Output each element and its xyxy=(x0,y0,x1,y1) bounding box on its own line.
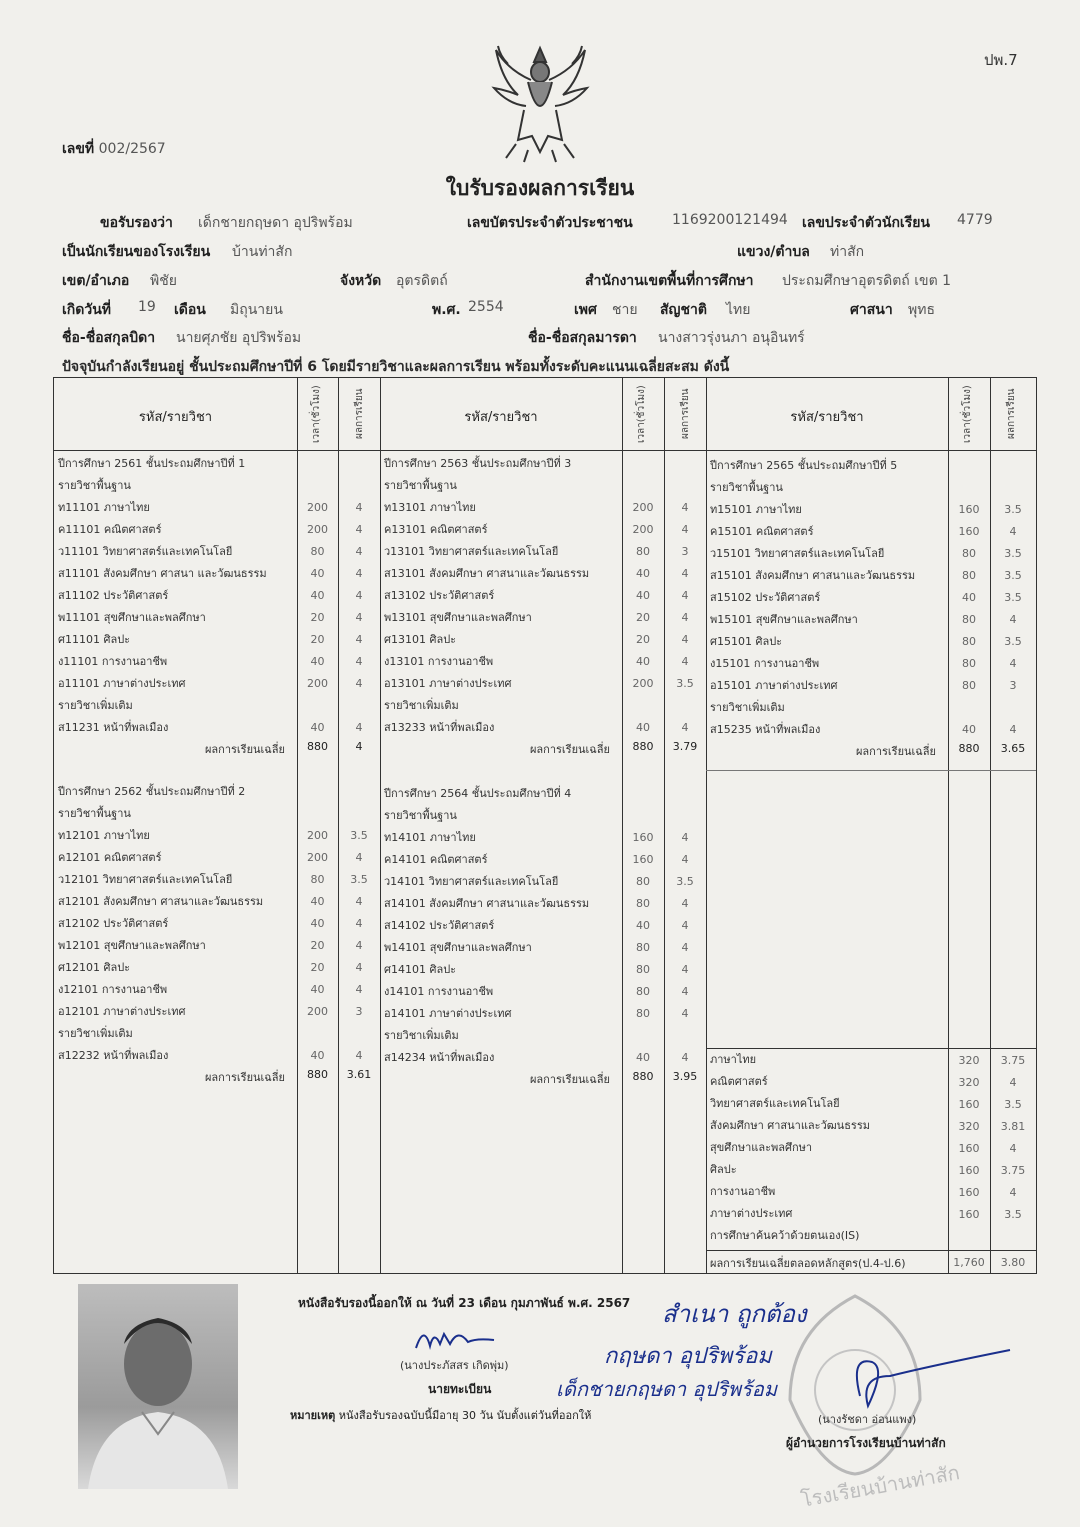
grade-cell: 4 xyxy=(355,501,363,514)
hours-cell: 80 xyxy=(962,569,976,582)
subject-cell: ค12101 คณิตศาสตร์ xyxy=(58,851,162,864)
grade-cell: 4 xyxy=(681,985,689,998)
hours-cell: 40 xyxy=(310,655,325,668)
grade-cell: 4 xyxy=(681,853,689,866)
subject-cell: ส15235 หน้าที่พลเมือง xyxy=(710,723,821,736)
hours-cell: 40 xyxy=(636,1051,650,1064)
summary-hours: 160 xyxy=(958,1142,980,1155)
average-grade: 3.79 xyxy=(672,740,698,753)
grade-cell: 4 xyxy=(355,589,363,602)
grade-cell: 4 xyxy=(1009,613,1017,626)
hours-cell: 200 xyxy=(632,523,654,536)
grade-cell: 4 xyxy=(355,523,363,536)
hours-cell: 40 xyxy=(310,895,325,908)
hours-cell: 40 xyxy=(310,589,325,602)
grade-cell: 4 xyxy=(681,831,689,844)
grade-cell: 4 xyxy=(355,961,363,974)
subject-cell: อ12101 ภาษาต่างประเทศ xyxy=(58,1005,186,1018)
grade-cell: 4 xyxy=(1009,723,1017,736)
column-header-hours: เวลา(ชั่วโมง) xyxy=(311,385,322,443)
issued-date-text: หนังสือรับรองนี้ออกให้ ณ วันที่ 23 เดือน กุมภาพันธ์ พ.ศ. 2567 xyxy=(298,1296,631,1310)
grade-cell: 4 xyxy=(681,589,689,602)
subject-cell: รายวิชาเพิ่มเติม xyxy=(384,699,459,712)
hours-cell: 200 xyxy=(307,501,328,514)
subject-cell: ปีการศึกษา 2563 ชั้นประถมศึกษาปีที่ 3 xyxy=(384,457,572,470)
column-header-grade: ผลการเรียน xyxy=(1006,388,1017,440)
grade-cell: 3.5 xyxy=(676,875,694,888)
summary-grade: 3.5 xyxy=(1004,1208,1022,1221)
hours-cell: 80 xyxy=(962,613,976,626)
subject-cell: ส11102 ประวัติศาสตร์ xyxy=(58,589,169,602)
subject-cell: ค11101 คณิตศาสตร์ xyxy=(58,523,162,536)
subject-cell: ว12101 วิทยาศาสตร์และเทคโนโลยี xyxy=(58,873,233,886)
average-label: ผลการเรียนเฉลี่ย xyxy=(529,743,610,756)
hours-cell: 40 xyxy=(962,591,976,604)
form-code: ปพ.7 xyxy=(984,51,1018,69)
block-divider xyxy=(706,770,1036,771)
registrar-name: (นางประภัสสร เกิดพุ่ม) xyxy=(400,1359,509,1372)
grade-cell: 4 xyxy=(355,677,363,690)
hours-cell: 80 xyxy=(962,635,976,648)
column-header-hours: เวลา(ชั่วโมง) xyxy=(962,385,973,443)
hours-cell: 80 xyxy=(310,545,325,558)
summary-total-line xyxy=(706,1250,1036,1251)
grade-cell: 4 xyxy=(355,1049,363,1062)
subject-cell: ส14102 ประวัติศาสตร์ xyxy=(384,919,495,932)
header-divider xyxy=(54,450,1036,451)
subject-cell: ง11101 การงานอาชีพ xyxy=(58,655,168,668)
grade-cell: 3 xyxy=(1009,679,1017,692)
summary-grade: 4 xyxy=(1009,1076,1017,1089)
summary-grade: 3.75 xyxy=(1000,1164,1026,1177)
subject-cell: ส12102 ประวัติศาสตร์ xyxy=(58,917,169,930)
grade-cell: 4 xyxy=(355,655,363,668)
handwritten-full-name: เด็กชายกฤษดา อุปริพร้อม xyxy=(556,1377,778,1401)
current-study-text: ปัจจุบันกำลังเรียนอยู่ ชั้นประถมศึกษาปีที่ 6 โดยมีรายวิชาและผลการเรียน พร้อมทั้งระดับคะแนนเฉลี่ยสะสม ดังนี้ xyxy=(62,359,730,375)
subject-cell: ส13101 สังคมศึกษา ศาสนาและวัฒนธรรม xyxy=(384,567,590,580)
subject-cell: ส11231 หน้าที่พลเมือง xyxy=(58,721,169,734)
column-header-grade: ผลการเรียน xyxy=(354,388,365,440)
summary-subject: ภาษาไทย xyxy=(710,1053,757,1066)
grade-cell: 4 xyxy=(1009,525,1017,538)
handwritten-name: กฤษดา อุปริพร้อม xyxy=(604,1344,772,1369)
summary-subject: สุขศึกษาและพลศึกษา xyxy=(710,1141,813,1154)
subject-cell: ว14101 วิทยาศาสตร์และเทคโนโลยี xyxy=(384,875,559,888)
average-hours: 880 xyxy=(307,740,328,753)
hours-cell: 200 xyxy=(307,1005,328,1018)
hours-cell: 40 xyxy=(310,1049,325,1062)
student-photo xyxy=(78,1284,238,1489)
subject-cell: ส13233 หน้าที่พลเมือง xyxy=(384,721,495,734)
subject-cell: ง13101 การงานอาชีพ xyxy=(384,655,494,668)
grade-cell: 4 xyxy=(681,567,689,580)
subject-cell: ส15101 สังคมศึกษา ศาสนาและวัฒนธรรม xyxy=(710,569,916,582)
hours-cell: 80 xyxy=(962,679,976,692)
grade-cell: 3.5 xyxy=(1004,591,1022,604)
summary-subject: การศึกษาค้นคว้าด้วยตนเอง(IS) xyxy=(710,1229,860,1242)
grade-cell: 4 xyxy=(681,633,689,646)
hours-cell: 40 xyxy=(310,721,325,734)
school-seal-text: โรงเรียนบ้านท่าสัก xyxy=(799,1460,962,1512)
document-number: เลขที่ 002/2567 xyxy=(62,141,166,157)
subject-cell: ง12101 การงานอาชีพ xyxy=(58,983,168,996)
average-label: ผลการเรียนเฉลี่ย xyxy=(855,745,936,758)
average-grade: 3.95 xyxy=(672,1070,698,1083)
grade-cell: 4 xyxy=(355,983,363,996)
grade-cell: 3.5 xyxy=(1004,503,1022,516)
subject-cell: ว11101 วิทยาศาสตร์และเทคโนโลยี xyxy=(58,545,233,558)
average-grade: 3.61 xyxy=(346,1068,372,1081)
average-hours: 880 xyxy=(632,1070,654,1083)
subject-cell: ปีการศึกษา 2565 ชั้นประถมศึกษาปีที่ 5 xyxy=(710,459,898,472)
grade-cell: 4 xyxy=(355,895,363,908)
average-label: ผลการเรียนเฉลี่ย xyxy=(204,1071,285,1084)
column-header-grade: ผลการเรียน xyxy=(680,388,691,440)
summary-top-line xyxy=(706,1048,1036,1049)
subject-cell: รายวิชาพื้นฐาน xyxy=(58,807,131,820)
summary-subject: วิทยาศาสตร์และเทคโนโลยี xyxy=(710,1097,840,1110)
grade-cell: 3.5 xyxy=(676,677,694,690)
subject-cell: ว13101 วิทยาศาสตร์และเทคโนโลยี xyxy=(384,545,559,558)
grade-cell: 4 xyxy=(355,851,363,864)
grade-cell: 4 xyxy=(681,655,689,668)
grade-cell: 3.5 xyxy=(1004,635,1022,648)
page-title: ใบรับรองผลการเรียน xyxy=(445,176,635,200)
subject-cell: ศ13101 ศิลปะ xyxy=(384,633,457,646)
column-divider xyxy=(706,378,707,1273)
subject-cell: รายวิชาเพิ่มเติม xyxy=(384,1029,459,1042)
summary-grade: 3.5 xyxy=(1004,1098,1022,1111)
hours-cell: 20 xyxy=(636,611,650,624)
hours-cell: 40 xyxy=(636,721,650,734)
grade-cell: 4 xyxy=(681,721,689,734)
average-label: ผลการเรียนเฉลี่ย xyxy=(204,743,285,756)
grade-cell: 4 xyxy=(355,567,363,580)
subject-cell: รายวิชาพื้นฐาน xyxy=(58,479,131,492)
hours-cell: 20 xyxy=(310,961,325,974)
column-header-subject: รหัส/รายวิชา xyxy=(464,410,538,425)
grade-cell: 4 xyxy=(355,545,363,558)
hours-cell: 80 xyxy=(636,985,650,998)
subject-cell: รายวิชาเพิ่มเติม xyxy=(710,701,785,714)
hours-cell: 40 xyxy=(962,723,976,736)
subject-cell: ศ14101 ศิลปะ xyxy=(384,963,457,976)
subject-cell: พ13101 สุขศึกษาและพลศึกษา xyxy=(384,611,532,624)
hours-cell: 80 xyxy=(636,545,650,558)
hours-cell: 40 xyxy=(636,567,650,580)
subject-cell: ท12101 ภาษาไทย xyxy=(58,829,150,842)
grade-cell: 3.5 xyxy=(1004,547,1022,560)
subject-cell: อ13101 ภาษาต่างประเทศ xyxy=(384,677,512,690)
summary-subject: ศิลปะ xyxy=(710,1163,737,1176)
hours-cell: 200 xyxy=(632,501,654,514)
summary-hours: 160 xyxy=(958,1098,980,1111)
registrar-signature-icon xyxy=(410,1318,500,1358)
grade-cell: 4 xyxy=(681,941,689,954)
subject-cell: รายวิชาพื้นฐาน xyxy=(384,809,457,822)
summary-subject: สังคมศึกษา ศาสนาและวัฒนธรรม xyxy=(710,1119,870,1132)
grade-cell: 4 xyxy=(681,963,689,976)
grade-cell: 4 xyxy=(681,523,689,536)
summary-hours: 160 xyxy=(958,1186,980,1199)
subject-cell: ปีการศึกษา 2562 ชั้นประถมศึกษาปีที่ 2 xyxy=(58,785,246,798)
director-signature-icon xyxy=(820,1336,1020,1416)
subject-cell: ส14234 หน้าที่พลเมือง xyxy=(384,1051,495,1064)
subject-cell: รายวิชาพื้นฐาน xyxy=(710,481,783,494)
remark-text: หมายเหตุ หนังสือรับรองฉบับนี้มีอายุ 30 วัน นับตั้งแต่วันที่ออกให้ xyxy=(290,1409,592,1422)
subject-cell: ค14101 คณิตศาสตร์ xyxy=(384,853,488,866)
subject-cell: ศ15101 ศิลปะ xyxy=(710,635,783,648)
average-grade: 4 xyxy=(355,740,363,753)
hours-cell: 20 xyxy=(310,611,325,624)
subject-cell: ท11101 ภาษาไทย xyxy=(58,501,150,514)
average-hours: 880 xyxy=(958,742,980,755)
summary-grade: 3.75 xyxy=(1000,1054,1026,1067)
subject-cell: ส11101 สังคมศึกษา ศาสนา และวัฒนธรรม xyxy=(58,567,267,580)
average-label: ผลการเรียนเฉลี่ย xyxy=(529,1073,610,1086)
column-header-subject: รหัส/รายวิชา xyxy=(138,410,213,425)
column-divider xyxy=(380,378,381,1273)
grade-cell: 3 xyxy=(355,1005,363,1018)
summary-subject: ภาษาต่างประเทศ xyxy=(710,1207,793,1220)
grade-cell: 4 xyxy=(355,633,363,646)
hours-cell: 40 xyxy=(636,589,650,602)
average-hours: 880 xyxy=(632,740,654,753)
grade-cell: 4 xyxy=(681,919,689,932)
subject-cell: ส14101 สังคมศึกษา ศาสนาและวัฒนธรรม xyxy=(384,897,590,910)
hours-cell: 200 xyxy=(307,851,328,864)
subject-cell: พ14101 สุขศึกษาและพลศึกษา xyxy=(384,941,532,954)
grade-cell: 4 xyxy=(1009,657,1017,670)
grade-cell: 4 xyxy=(681,1051,689,1064)
hours-cell: 80 xyxy=(962,547,976,560)
summary-grade: 4 xyxy=(1009,1142,1017,1155)
subject-cell: ท14101 ภาษาไทย xyxy=(384,831,476,844)
hours-cell: 40 xyxy=(310,917,325,930)
hours-cell: 200 xyxy=(307,829,328,842)
subject-cell: รายวิชาเพิ่มเติม xyxy=(58,699,133,712)
hours-cell: 20 xyxy=(310,633,325,646)
grade-cell: 3.5 xyxy=(350,829,368,842)
summary-hours: 160 xyxy=(958,1208,980,1221)
subject-cell: รายวิชาพื้นฐาน xyxy=(384,479,457,492)
subject-cell: ศ12101 ศิลปะ xyxy=(58,961,131,974)
grade-cell: 4 xyxy=(681,611,689,624)
subject-cell: ส12232 หน้าที่พลเมือง xyxy=(58,1049,169,1062)
hours-cell: 80 xyxy=(636,941,650,954)
hours-cell: 40 xyxy=(636,919,650,932)
hours-cell: 160 xyxy=(958,525,980,538)
subject-cell: ค13101 คณิตศาสตร์ xyxy=(384,523,488,536)
hours-cell: 80 xyxy=(310,873,325,886)
subject-cell: ปีการศึกษา 2561 ชั้นประถมศึกษาปีที่ 1 xyxy=(58,457,246,470)
subject-cell: พ12101 สุขศึกษาและพลศึกษา xyxy=(58,939,206,952)
hours-cell: 160 xyxy=(958,503,980,516)
hours-cell: 20 xyxy=(636,633,650,646)
summary-hours: 320 xyxy=(958,1120,980,1133)
subject-cell: พ15101 สุขศึกษาและพลศึกษา xyxy=(710,613,858,626)
hours-cell: 200 xyxy=(632,677,654,690)
summary-grade: 4 xyxy=(1009,1186,1017,1199)
summary-hours: 320 xyxy=(958,1054,980,1067)
subject-cell: อ11101 ภาษาต่างประเทศ xyxy=(58,677,186,690)
total-hours: 1,760 xyxy=(953,1256,985,1269)
grade-cell: 4 xyxy=(355,939,363,952)
summary-grade: 3.81 xyxy=(1000,1120,1026,1133)
total-average-label: ผลการเรียนเฉลี่ยตลอดหลักสูตร(ป.4-ป.6) xyxy=(710,1257,906,1270)
subject-cell: ส12101 สังคมศึกษา ศาสนาและวัฒนธรรม xyxy=(58,895,264,908)
hours-cell: 40 xyxy=(636,655,650,668)
summary-hours: 320 xyxy=(958,1076,980,1089)
hours-cell: 80 xyxy=(636,1007,650,1020)
grades-table xyxy=(53,377,1037,1274)
hours-cell: 200 xyxy=(307,677,328,690)
subject-cell: ค15101 คณิตศาสตร์ xyxy=(710,525,814,538)
column-header-subject: รหัส/รายวิชา xyxy=(790,410,864,425)
subject-cell: ท13101 ภาษาไทย xyxy=(384,501,476,514)
hours-cell: 20 xyxy=(310,939,325,952)
hours-cell: 80 xyxy=(636,897,650,910)
subject-cell: ง14101 การงานอาชีพ xyxy=(384,985,494,998)
subject-cell: อ14101 ภาษาต่างประเทศ xyxy=(384,1007,512,1020)
summary-hours: 160 xyxy=(958,1164,980,1177)
total-grade: 3.80 xyxy=(1000,1256,1026,1269)
average-grade: 3.65 xyxy=(1000,742,1026,755)
hours-cell: 160 xyxy=(632,853,654,866)
handwritten-certified-copy: สำเนา ถูกต้อง xyxy=(662,1300,807,1328)
garuda-emblem-icon xyxy=(488,40,593,165)
hours-cell: 80 xyxy=(636,963,650,976)
subject-cell: อ15101 ภาษาต่างประเทศ xyxy=(710,679,838,692)
grade-cell: 4 xyxy=(355,721,363,734)
subject-cell: ท15101 ภาษาไทย xyxy=(710,503,802,516)
subject-cell: ศ11101 ศิลปะ xyxy=(58,633,131,646)
hours-cell: 40 xyxy=(310,983,325,996)
subject-cell: ปีการศึกษา 2564 ชั้นประถมศึกษาปีที่ 4 xyxy=(384,787,572,800)
hours-cell: 80 xyxy=(636,875,650,888)
grade-cell: 4 xyxy=(681,501,689,514)
column-header-hours: เวลา(ชั่วโมง) xyxy=(636,385,647,443)
grade-cell: 3.5 xyxy=(1004,569,1022,582)
grade-cell: 4 xyxy=(681,1007,689,1020)
grade-cell: 3 xyxy=(681,545,689,558)
grade-cell: 3.5 xyxy=(350,873,368,886)
subject-cell: ง15101 การงานอาชีพ xyxy=(710,657,820,670)
summary-subject: คณิตศาสตร์ xyxy=(710,1075,768,1088)
grade-cell: 4 xyxy=(355,611,363,624)
grade-cell: 4 xyxy=(355,917,363,930)
subject-cell: รายวิชาเพิ่มเติม xyxy=(58,1027,133,1040)
director-title: ผู้อำนวยการโรงเรียนบ้านท่าสัก xyxy=(786,1436,946,1450)
hours-cell: 40 xyxy=(310,567,325,580)
hours-cell: 160 xyxy=(632,831,654,844)
subject-cell: ส15102 ประวัติศาสตร์ xyxy=(710,591,821,604)
subject-cell: ส13102 ประวัติศาสตร์ xyxy=(384,589,495,602)
grade-cell: 4 xyxy=(681,897,689,910)
registrar-title: นายทะเบียน xyxy=(428,1382,492,1396)
average-hours: 880 xyxy=(307,1068,328,1081)
hours-cell: 80 xyxy=(962,657,976,670)
summary-subject: การงานอาชีพ xyxy=(710,1185,776,1198)
subject-cell: ว15101 วิทยาศาสตร์และเทคโนโลยี xyxy=(710,547,885,560)
director-name: (นางรัชดา อ่อนแพง) xyxy=(818,1413,917,1426)
subject-cell: พ11101 สุขศึกษาและพลศึกษา xyxy=(58,611,206,624)
hours-cell: 200 xyxy=(307,523,328,536)
